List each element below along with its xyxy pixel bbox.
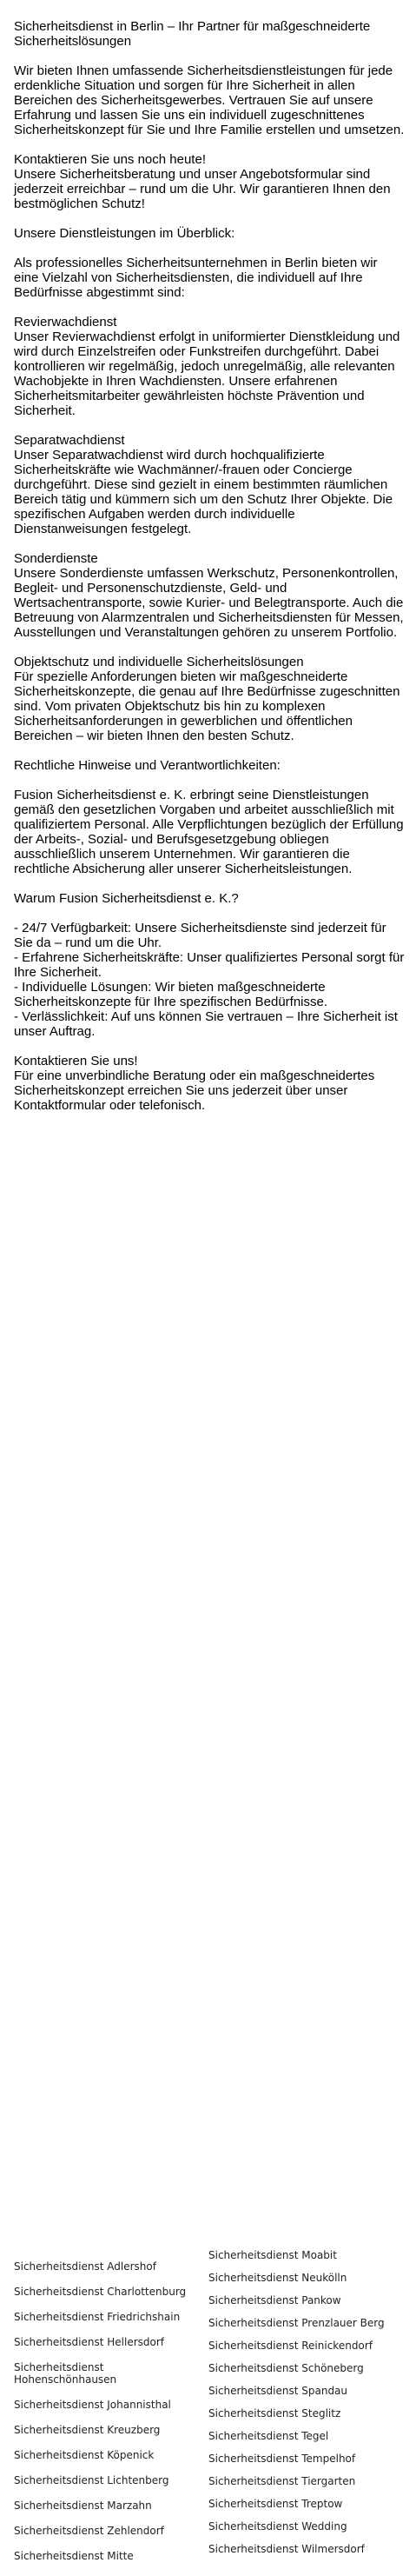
legal-heading: Rechtliche Hinweise und Verantwortlichkeiten: xyxy=(14,758,281,773)
district-link[interactable]: Sicherheitsdienst Adlershof xyxy=(14,2260,156,2273)
sonderdienste-section: Sonderdienste Unsere Sonderdienste umfassen Werkschutz, Personenkontrollen, Begleit- und Personenschutzdienste, Geld- und Wertsachentransporte, sowie Kurier- und Belegtransporte. Auch die Betreuung von Alarmzentralen und Sicherheitsdiensten für Messen, Ausstellungen und Veranstaltungen gehören zu unserem Portfolio. xyxy=(14,551,404,640)
why-list: - 24/7 Verfügbarkeit: Unsere Sicherheitsdienste sind jederzeit für Sie da – rund um die Uhr. - Erfahrene Sicherheitskräfte: Unser qualifiziertes Personal sorgt für Ihre Sicherheit. - Individuelle Lösungen: Wir bieten maßgeschneiderte Sicherheitskonzepte für Ihre spezifischen Bedürfnisse. - Verlässlichkeit: Auf uns können Sie vertrauen – Ihre Sicherheit ist unser Auftrag. xyxy=(14,921,405,1039)
why-heading: Warum Fusion Sicherheitsdienst e. K.? xyxy=(14,891,239,906)
district-link[interactable]: Sicherheitsdienst Hellersdorf xyxy=(14,2336,165,2348)
district-link[interactable]: Sicherheitsdienst Hohenschönhausen xyxy=(14,2361,117,2386)
district-link[interactable]: Sicherheitsdienst Köpenick xyxy=(14,2449,155,2461)
district-link[interactable]: Sicherheitsdienst Prenzlauer Berg xyxy=(208,2317,385,2329)
objektschutz-section: Objektschutz und individuelle Sicherheitslösungen Für spezielle Anforderungen bieten wir maßgeschneiderte Sicherheitskonzepte, die genau auf Ihre Bedürfnisse zugeschnitten sind. Vom privaten Objektschutz bis hin zu komplexen Sicherheitsanforderungen in gewerblichen und öffentlichen Bereichen – wir bieten Ihnen den besten Schutz. xyxy=(14,655,400,743)
district-link[interactable]: Sicherheitsdienst Marzahn xyxy=(14,2499,152,2512)
district-link[interactable]: Sicherheitsdienst Spandau xyxy=(208,2385,348,2397)
district-link[interactable]: Sicherheitsdienst Johannisthal xyxy=(14,2399,171,2411)
district-links-left xyxy=(14,2260,193,2575)
district-link[interactable]: Sicherheitsdienst Schöneberg xyxy=(208,2362,364,2374)
district-link[interactable]: Sicherheitsdienst Reinickendorf xyxy=(208,2340,373,2352)
district-link[interactable]: Sicherheitsdienst Mitte xyxy=(14,2550,134,2562)
district-link[interactable]: Sicherheitsdienst Wilmersdorf xyxy=(208,2543,365,2555)
district-link[interactable]: Sicherheitsdienst Moabit xyxy=(208,2249,337,2261)
district-link[interactable]: Sicherheitsdienst Pankow xyxy=(208,2294,341,2306)
district-link[interactable]: Sicherheitsdienst Kreuzberg xyxy=(14,2424,161,2436)
district-link[interactable]: Sicherheitsdienst Friedrichshain xyxy=(14,2311,181,2323)
district-link[interactable]: Sicherheitsdienst Wedding xyxy=(208,2520,347,2533)
separatwachdienst-section: Separatwachdienst Unser Separatwachdienst wird durch hochqualifizierte Sicherheitskräfte wie Wachmänner/-frauen oder Concierge durchgeführt. Diese sind gezielt in einem bestimmten räumlichen Bereich tätig und kümmern sich um den Schutz Ihrer Objekte. Die spezifischen Aufgaben werden durch individuelle Dienstanweisungen festgelegt. xyxy=(14,433,393,536)
district-link[interactable]: Sicherheitsdienst Treptow xyxy=(208,2498,343,2510)
revierwachdienst-section: Revierwachdienst Unser Revierwachdienst erfolgt in uniformierter Dienstkleidung und wird durch Einzelstreifen oder Funkstreifen durchgeführt. Dabei kontrollieren wir regelmäßig, jedoch unregelmäßig, alle relevanten Wachobjekte in Ihren Wachdiensten. Unsere erfahrenen Sicherheitsmitarbeiter gewährleisten höchste Prävention und Sicherheit. xyxy=(14,315,400,418)
district-link[interactable]: Sicherheitsdienst Tiergarten xyxy=(208,2475,356,2487)
services-intro-paragraph: Als professionelles Sicherheitsunternehmen in Berlin bieten wir eine Vielzahl von Sicherheitsdiensten, die individuell auf Ihre Bedürfnisse abgestimmt sind: xyxy=(14,256,378,300)
page-title: Sicherheitsdienst in Berlin – Ihr Partner für maßgeschneiderte Sicherheitslösungen xyxy=(14,19,371,49)
contact-today-paragraph: Kontaktieren Sie uns noch heute! Unsere Sicherheitsberatung und unser Angebotsformular sind jederzeit erreichbar – rund um die Uhr. Wir garantieren Ihnen den bestmöglichen Schutz! xyxy=(14,152,391,211)
main-content xyxy=(14,19,405,1128)
services-heading: Unsere Dienstleistungen im Überblick: xyxy=(14,226,235,241)
district-link[interactable]: Sicherheitsdienst Charlottenburg xyxy=(14,2286,187,2298)
district-link[interactable]: Sicherheitsdienst Tegel xyxy=(208,2430,329,2442)
district-link[interactable]: Sicherheitsdienst Tempelhof xyxy=(208,2453,356,2465)
district-link[interactable]: Sicherheitsdienst Steglitz xyxy=(208,2407,341,2420)
contact-final-paragraph: Kontaktieren Sie uns! Für eine unverbindliche Beratung oder ein maßgeschneidertes Sicherheitskonzept erreichen Sie uns jederzeit über unser Kontaktformular oder telefonisch. xyxy=(14,1054,375,1113)
intro-paragraph: Wir bieten Ihnen umfassende Sicherheitsdienstleistungen für jede erdenkliche Situation und sorgen für Ihre Sicherheit in allen Bereichen des Sicherheitsgewerbes. Vertrauen Sie auf unsere Erfahrung und lassen Sie uns ein individuell zugeschnittenes Sicherheitskonzept für Sie und Ihre Familie erstellen und umsetzen. xyxy=(14,63,405,137)
district-link[interactable]: Sicherheitsdienst Neukölln xyxy=(208,2272,347,2284)
district-links-right xyxy=(208,2249,408,2566)
legal-paragraph: Fusion Sicherheitsdienst e. K. erbringt seine Dienstleistungen gemäß den gesetzlichen Vorgaben und arbeitet ausschließlich mit qualifiziertem Personal. Alle Verpflichtungen bezüglich der Erfüllung der Arbeits-, Sozial- und Berufsgesetzgebung obliegen ausschließlich unserem Unternehmen. Wir garantieren die rechtliche Absicherung aller unserer Sicherheitsleistungen. xyxy=(14,788,404,876)
district-link[interactable]: Sicherheitsdienst Zehlendorf xyxy=(14,2525,164,2537)
district-link[interactable]: Sicherheitsdienst Lichtenberg xyxy=(14,2474,169,2486)
